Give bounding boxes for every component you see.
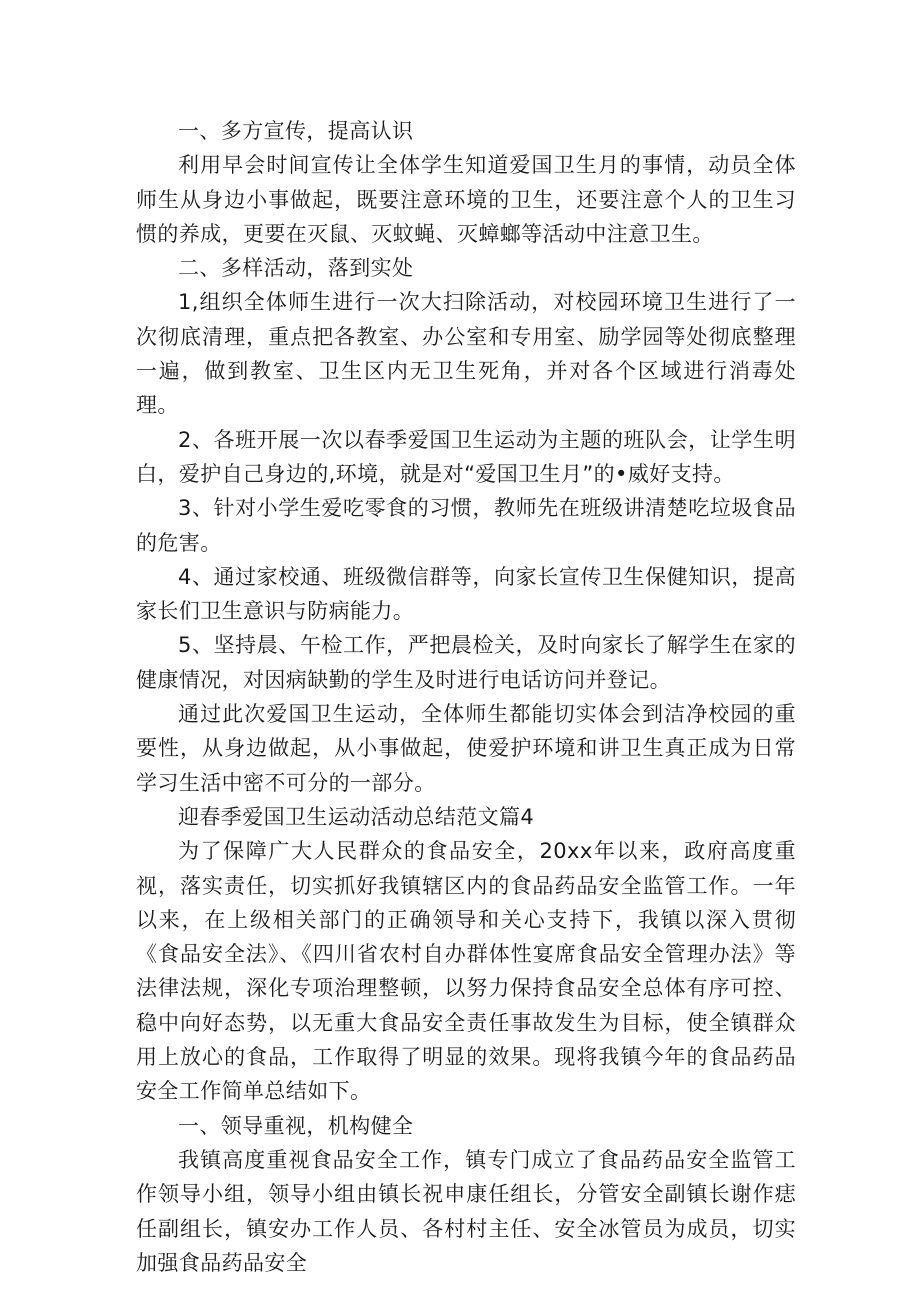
section-heading: 二、多样活动，落到实处 <box>178 256 414 281</box>
body-paragraph: 为了保障广大人民群众的食品安全，20xx年以来，政府高度重视，落实责任，切实抓好我镇辖区内的食品药品安全监管工作。一年以来，在上级相关部门的正确领导和关心支持下，我镇以深入贯彻《食品安全法》、《四川省农村自办群体性宴席食品安全管理办法》等法律法规，深化专项治理整顿，以努力保持食品安全总体有序可控、稳中向好态势，以无重大食品安全责任事故发生为目标，使全镇群众用上放心的食品，工作取得了明显的效果。现将我镇今年的食品药品安全工作简单总结如下。 <box>136 839 796 1104</box>
body-paragraph: 2、各班开展一次以春季爱国卫生运动为主题的班队会，让学生明白，爱护自己身边的,环境，就是对“爱国卫生月”的•威好支持。 <box>136 427 796 486</box>
document-body <box>136 114 796 1280</box>
body-paragraph: 3、针对小学生爱吃零食的习惯，教师先在班级讲清楚吃垃圾食品的危害。 <box>136 496 796 555</box>
body-paragraph: 5、坚持晨、午检工作，严把晨检关，及时向家长了解学生在家的健康情况，对因病缺勤的学生及时进行电话访问并登记。 <box>136 633 796 692</box>
body-paragraph: 4、通过家校通、班级微信群等，向家长宣传卫生保健知识，提高家长们卫生意识与防病能力。 <box>136 564 796 624</box>
section-heading: 一、领导重视，机构健全 <box>178 1113 414 1138</box>
body-paragraph: 通过此次爱国卫生运动，全体师生都能切实体会到洁净校园的重要性，从身边做起，从小事做起，使爱护环境和讲卫生真正成为日常学习生活中密不可分的一部分。 <box>136 702 796 795</box>
section-heading: 一、多方宣传，提高认识 <box>178 119 414 143</box>
article-title: 迎春季爱国卫生运动活动总结范文篇4 <box>178 804 535 829</box>
body-paragraph: 利用早会时间宣传让全体学生知道爱国卫生月的事情，动员全体师生从身边小事做起，既要注意环境的卫生，还要注意个人的卫生习惯的养成，更要在灭鼠、灭蚊蝇、灭蟑螂等活动中注意卫生。 <box>136 153 796 246</box>
body-paragraph: 我镇高度重视食品安全工作，镇专门成立了食品药品安全监管工作领导小组，领导小组由镇长祝申康任组长，分管安全副镇长谢作痣任副组长，镇安办工作人员、各村村主任、安全冰管员为成员，切实加强食品药品安全 <box>136 1147 796 1275</box>
body-paragraph: 1,组织全体师生进行一次大扫除活动，对校园环境卫生进行了一次彻底清理，重点把各教室、办公室和专用室、励学园等处彻底整理一遍，做到教室、卫生区内无卫生死角，并对各个区域进行消毒处理。 <box>136 290 796 418</box>
